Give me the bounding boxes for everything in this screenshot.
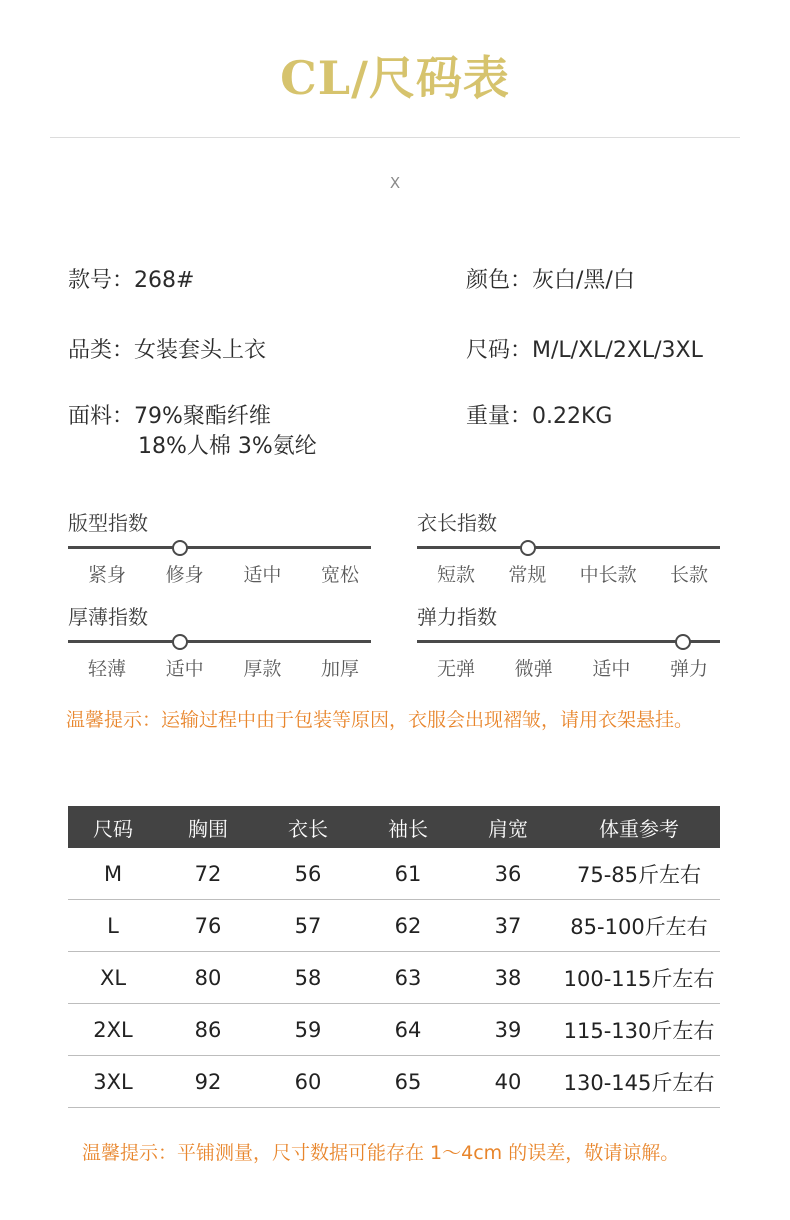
table-cell: 38 — [458, 952, 558, 1004]
fabric-line-1: 79%聚酯纤维 — [134, 404, 271, 429]
size-table — [68, 806, 720, 1108]
color-info — [466, 266, 635, 296]
elasticity-index-knob — [675, 634, 691, 650]
length-option: 短款 — [437, 564, 476, 586]
table-cell: 92 — [158, 1056, 258, 1108]
fit-option: 适中 — [243, 564, 282, 586]
table-cell: M — [68, 848, 158, 900]
size-info — [466, 336, 703, 366]
size-value: M/L/XL/2XL/3XL — [532, 338, 703, 363]
table-cell: 75-85斤左右 — [558, 848, 720, 900]
table-cell: 63 — [358, 952, 458, 1004]
table-cell: 3XL — [68, 1056, 158, 1108]
header-size: 尺码 — [68, 806, 158, 848]
table-cell: 62 — [358, 900, 458, 952]
close-mark: X — [389, 174, 401, 192]
elasticity-option: 弹力 — [669, 658, 708, 680]
table-cell: 72 — [158, 848, 258, 900]
header-weight: 体重参考 — [558, 806, 720, 848]
weight-label: 重量： — [466, 404, 533, 429]
table-cell: 64 — [358, 1004, 458, 1056]
weight-value: 0.22KG — [532, 404, 613, 429]
table-cell: 76 — [158, 900, 258, 952]
length-option: 中长款 — [579, 564, 637, 586]
table-cell: 36 — [458, 848, 558, 900]
length-index-knob — [520, 540, 536, 556]
elasticity-index-label: 弹力指数 — [417, 605, 497, 629]
fit-index-knob — [172, 540, 188, 556]
page-title: CL/尺码表 — [280, 51, 510, 105]
header-chest: 胸围 — [158, 806, 258, 848]
style-number-value: 268# — [134, 268, 195, 293]
elasticity-option: 微弹 — [514, 658, 553, 680]
table-row — [68, 848, 720, 900]
table-cell: 39 — [458, 1004, 558, 1056]
thickness-index-label: 厚薄指数 — [68, 605, 148, 629]
table-cell: 80 — [158, 952, 258, 1004]
table-cell: 40 — [458, 1056, 558, 1108]
fabric-info — [68, 402, 271, 432]
category-value: 女装套头上衣 — [134, 338, 267, 363]
header-sleeve: 袖长 — [358, 806, 458, 848]
category-info — [68, 336, 266, 366]
length-index-label: 衣长指数 — [417, 511, 497, 535]
size-label: 尺码： — [466, 338, 533, 363]
thickness-index — [68, 601, 371, 681]
table-cell: 57 — [258, 900, 358, 952]
title-divider — [50, 137, 740, 138]
measurement-tip: 温馨提示：平铺测量，尺寸数据可能存在 1～4cm 的误差，敬请谅解。 — [82, 1142, 680, 1164]
thickness-index-knob — [172, 634, 188, 650]
table-row — [68, 952, 720, 1004]
fit-option: 修身 — [165, 564, 204, 586]
length-option: 长款 — [669, 564, 708, 586]
table-cell: 56 — [258, 848, 358, 900]
table-cell: 61 — [358, 848, 458, 900]
thickness-index-track — [68, 640, 371, 643]
style-number — [68, 266, 194, 296]
table-cell: 115-130斤左右 — [558, 1004, 720, 1056]
table-cell: XL — [68, 952, 158, 1004]
header-length: 衣长 — [258, 806, 358, 848]
table-row — [68, 1004, 720, 1056]
table-cell: 85-100斤左右 — [558, 900, 720, 952]
header-shoulder: 肩宽 — [458, 806, 558, 848]
fit-option: 紧身 — [88, 564, 127, 586]
thickness-option: 加厚 — [320, 658, 359, 680]
table-cell: 130-145斤左右 — [558, 1056, 720, 1108]
table-row — [68, 900, 720, 952]
table-cell: 58 — [258, 952, 358, 1004]
color-label: 颜色： — [466, 268, 533, 293]
table-cell: 100-115斤左右 — [558, 952, 720, 1004]
fit-index — [68, 507, 371, 587]
table-cell: 59 — [258, 1004, 358, 1056]
fit-option: 宽松 — [320, 564, 359, 586]
table-row — [68, 1056, 720, 1108]
table-cell: 65 — [358, 1056, 458, 1108]
length-index-track — [417, 546, 720, 549]
thickness-option: 厚款 — [243, 658, 282, 680]
elasticity-option: 无弹 — [437, 658, 476, 680]
thickness-option: 适中 — [165, 658, 204, 680]
table-header-row — [68, 806, 720, 848]
color-value: 灰白/黑/白 — [532, 268, 635, 293]
table-cell: L — [68, 900, 158, 952]
style-number-label: 款号： — [68, 268, 135, 293]
table-cell: 2XL — [68, 1004, 158, 1056]
fit-index-track — [68, 546, 371, 549]
shipping-tip: 温馨提示：运输过程中由于包装等原因，衣服会出现褶皱，请用衣架悬挂。 — [66, 709, 694, 731]
length-index — [417, 507, 720, 587]
table-cell: 60 — [258, 1056, 358, 1108]
length-option: 常规 — [508, 564, 547, 586]
category-label: 品类： — [68, 338, 135, 363]
weight-info — [466, 402, 612, 432]
elasticity-option: 适中 — [592, 658, 631, 680]
table-cell: 86 — [158, 1004, 258, 1056]
fabric-line-2: 18%人棉 3%氨纶 — [138, 434, 317, 459]
elasticity-index — [417, 601, 720, 681]
thickness-option: 轻薄 — [88, 658, 127, 680]
table-cell: 37 — [458, 900, 558, 952]
fit-index-label: 版型指数 — [68, 511, 148, 535]
fabric-label: 面料： — [68, 404, 135, 429]
